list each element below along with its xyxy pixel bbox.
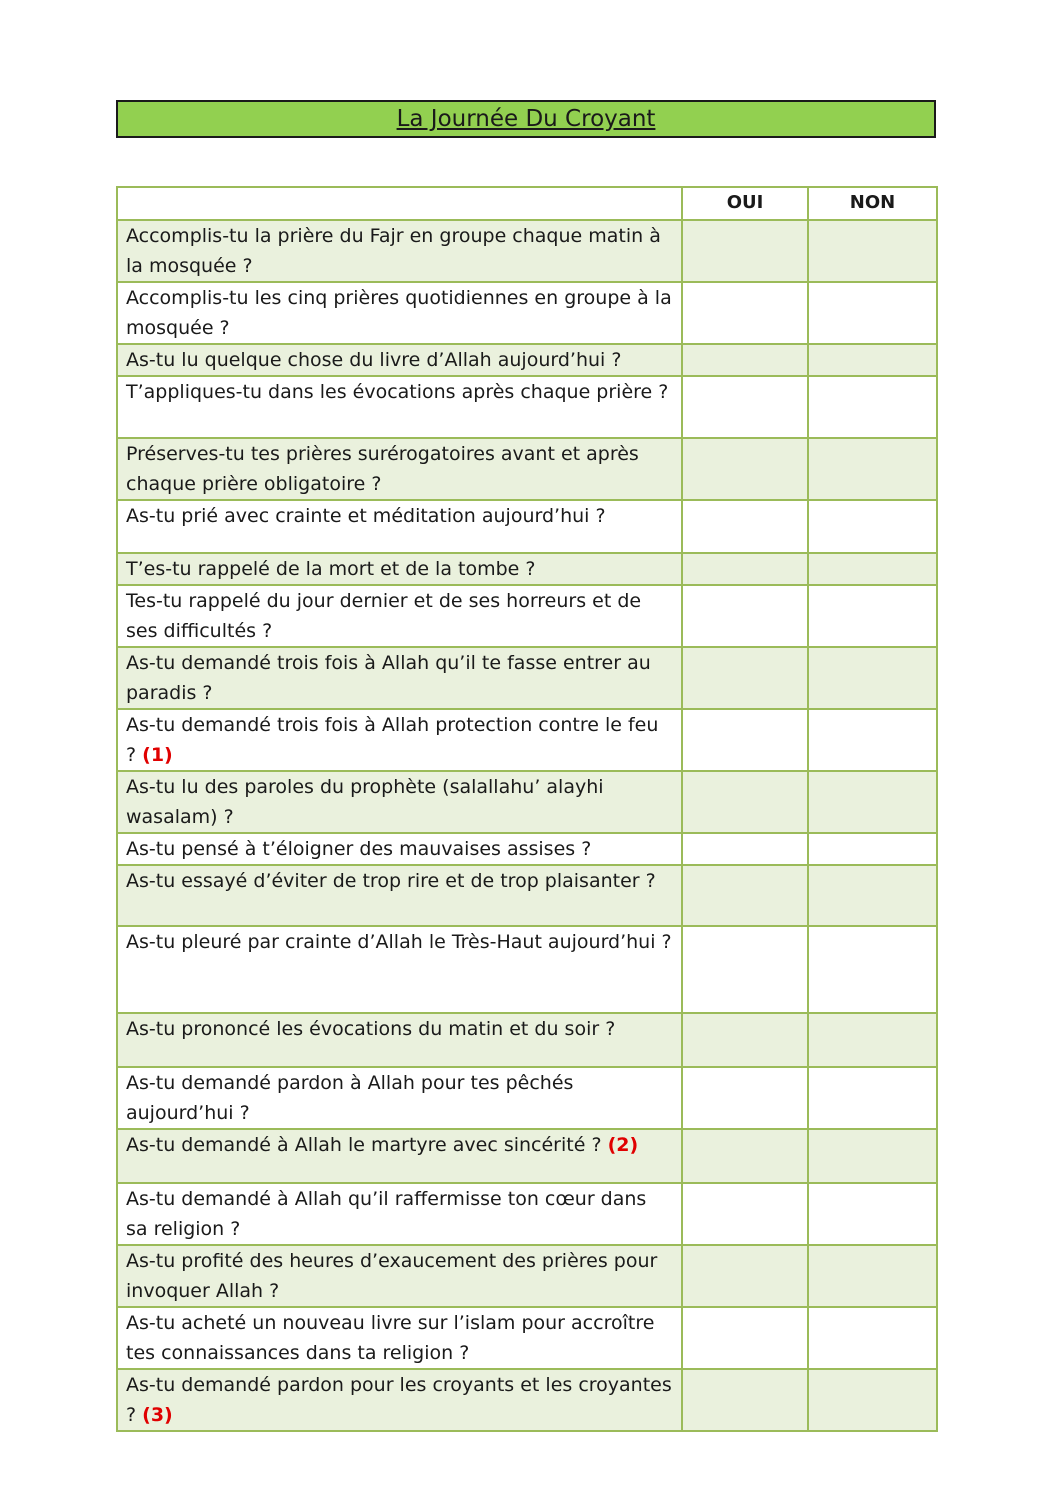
oui-cell[interactable] <box>682 220 808 282</box>
question-text: As-tu profité des heures d’exaucement des prières pour invoquer Allah ? <box>126 1250 658 1302</box>
question-cell <box>117 709 682 771</box>
question-text: As-tu demandé pardon à Allah pour tes pêchés aujourd’hui ? <box>126 1072 574 1124</box>
oui-cell[interactable] <box>682 1013 808 1067</box>
page-title: La Journée Du Croyant <box>396 106 656 132</box>
table-row <box>117 500 937 553</box>
table-row <box>117 709 937 771</box>
question-text: As-tu demandé à Allah le martyre avec sincérité ? <box>126 1134 602 1156</box>
question-text: Préserves-tu tes prières surérogatoires avant et après chaque prière obligatoire ? <box>126 443 639 495</box>
oui-cell[interactable] <box>682 585 808 647</box>
question-cell <box>117 1013 682 1067</box>
question-text: Accomplis-tu les cinq prières quotidiennes en groupe à la mosquée ? <box>126 287 672 339</box>
oui-cell[interactable] <box>682 553 808 585</box>
oui-cell[interactable] <box>682 1307 808 1369</box>
non-cell[interactable] <box>808 1129 937 1183</box>
non-cell[interactable] <box>808 771 937 833</box>
footnote-ref: (2) <box>607 1134 639 1156</box>
question-text: T’appliques-tu dans les évocations après chaque prière ? <box>126 381 669 403</box>
non-cell[interactable] <box>808 344 937 376</box>
oui-cell[interactable] <box>682 1067 808 1129</box>
question-cell <box>117 282 682 344</box>
non-cell[interactable] <box>808 865 937 926</box>
question-text: As-tu lu des paroles du prophète (salallahu’ alayhi wasalam) ? <box>126 776 604 828</box>
table-row <box>117 438 937 500</box>
question-cell <box>117 647 682 709</box>
question-text: As-tu pensé à t’éloigner des mauvaises assises ? <box>126 838 592 860</box>
oui-cell[interactable] <box>682 647 808 709</box>
table-row <box>117 833 937 865</box>
non-cell[interactable] <box>808 1183 937 1245</box>
non-cell[interactable] <box>808 500 937 553</box>
non-cell[interactable] <box>808 1013 937 1067</box>
non-cell[interactable] <box>808 647 937 709</box>
question-cell <box>117 553 682 585</box>
question-cell <box>117 585 682 647</box>
table-row <box>117 553 937 585</box>
oui-cell[interactable] <box>682 438 808 500</box>
question-cell <box>117 1245 682 1307</box>
question-cell <box>117 926 682 1013</box>
question-cell <box>117 1183 682 1245</box>
table-row <box>117 1369 937 1431</box>
table-row <box>117 1129 937 1183</box>
non-cell[interactable] <box>808 1067 937 1129</box>
non-cell[interactable] <box>808 833 937 865</box>
question-text: As-tu demandé trois fois à Allah qu’il te fasse entrer au paradis ? <box>126 652 651 704</box>
table-row <box>117 1013 937 1067</box>
question-text: As-tu pleuré par crainte d’Allah le Très-Haut aujourd’hui ? <box>126 931 672 953</box>
oui-cell[interactable] <box>682 1245 808 1307</box>
oui-cell[interactable] <box>682 926 808 1013</box>
question-cell <box>117 833 682 865</box>
table-row <box>117 282 937 344</box>
question-text: As-tu demandé trois fois à Allah protection contre le feu ? <box>126 714 659 766</box>
oui-header: OUI <box>682 187 808 220</box>
question-text: Accomplis-tu la prière du Fajr en groupe chaque matin à la mosquée ? <box>126 225 661 277</box>
oui-cell[interactable] <box>682 833 808 865</box>
question-text: As-tu acheté un nouveau livre sur l’islam pour accroître tes connaissances dans ta religion ? <box>126 1312 655 1364</box>
question-text: T’es-tu rappelé de la mort et de la tombe ? <box>126 558 536 580</box>
question-text: As-tu lu quelque chose du livre d’Allah aujourd’hui ? <box>126 349 622 371</box>
non-cell[interactable] <box>808 438 937 500</box>
question-cell <box>117 771 682 833</box>
header-row <box>117 187 937 220</box>
question-header <box>117 187 682 220</box>
table-row <box>117 1307 937 1369</box>
question-text: As-tu essayé d’éviter de trop rire et de trop plaisanter ? <box>126 870 656 892</box>
question-cell <box>117 1129 682 1183</box>
question-cell <box>117 1369 682 1431</box>
table-row <box>117 585 937 647</box>
non-cell[interactable] <box>808 553 937 585</box>
table-row <box>117 1067 937 1129</box>
non-cell[interactable] <box>808 220 937 282</box>
table-row <box>117 1245 937 1307</box>
oui-cell[interactable] <box>682 376 808 438</box>
non-cell[interactable] <box>808 376 937 438</box>
oui-cell[interactable] <box>682 282 808 344</box>
non-cell[interactable] <box>808 709 937 771</box>
question-text: Tes-tu rappelé du jour dernier et de ses horreurs et de ses difficultés ? <box>126 590 642 642</box>
oui-cell[interactable] <box>682 709 808 771</box>
oui-cell[interactable] <box>682 1129 808 1183</box>
question-cell <box>117 220 682 282</box>
table-row <box>117 771 937 833</box>
non-cell[interactable] <box>808 1245 937 1307</box>
table-row <box>117 376 937 438</box>
question-text: As-tu demandé à Allah qu’il raffermisse ton cœur dans sa religion ? <box>126 1188 647 1240</box>
table-row <box>117 647 937 709</box>
checklist-table <box>116 186 938 1432</box>
question-cell <box>117 438 682 500</box>
footnote-ref: (3) <box>142 1404 173 1426</box>
non-cell[interactable] <box>808 585 937 647</box>
question-text: As-tu prononcé les évocations du matin et du soir ? <box>126 1018 616 1040</box>
question-cell <box>117 1307 682 1369</box>
non-cell[interactable] <box>808 1307 937 1369</box>
table-row <box>117 926 937 1013</box>
question-cell <box>117 500 682 553</box>
question-cell <box>117 865 682 926</box>
non-header: NON <box>808 187 937 220</box>
table-row <box>117 1183 937 1245</box>
non-cell[interactable] <box>808 926 937 1013</box>
oui-cell[interactable] <box>682 1369 808 1431</box>
question-cell <box>117 376 682 438</box>
non-cell[interactable] <box>808 1369 937 1431</box>
question-text: As-tu prié avec crainte et méditation aujourd’hui ? <box>126 505 606 527</box>
title-box <box>116 100 936 138</box>
oui-cell[interactable] <box>682 771 808 833</box>
table-row <box>117 220 937 282</box>
question-cell <box>117 344 682 376</box>
non-cell[interactable] <box>808 282 937 344</box>
oui-cell[interactable] <box>682 500 808 553</box>
table-row <box>117 344 937 376</box>
question-cell <box>117 1067 682 1129</box>
footnote-ref: (1) <box>142 744 173 766</box>
question-text: As-tu demandé pardon pour les croyants et les croyantes ? <box>126 1374 672 1426</box>
oui-cell[interactable] <box>682 344 808 376</box>
oui-cell[interactable] <box>682 865 808 926</box>
oui-cell[interactable] <box>682 1183 808 1245</box>
table-row <box>117 865 937 926</box>
